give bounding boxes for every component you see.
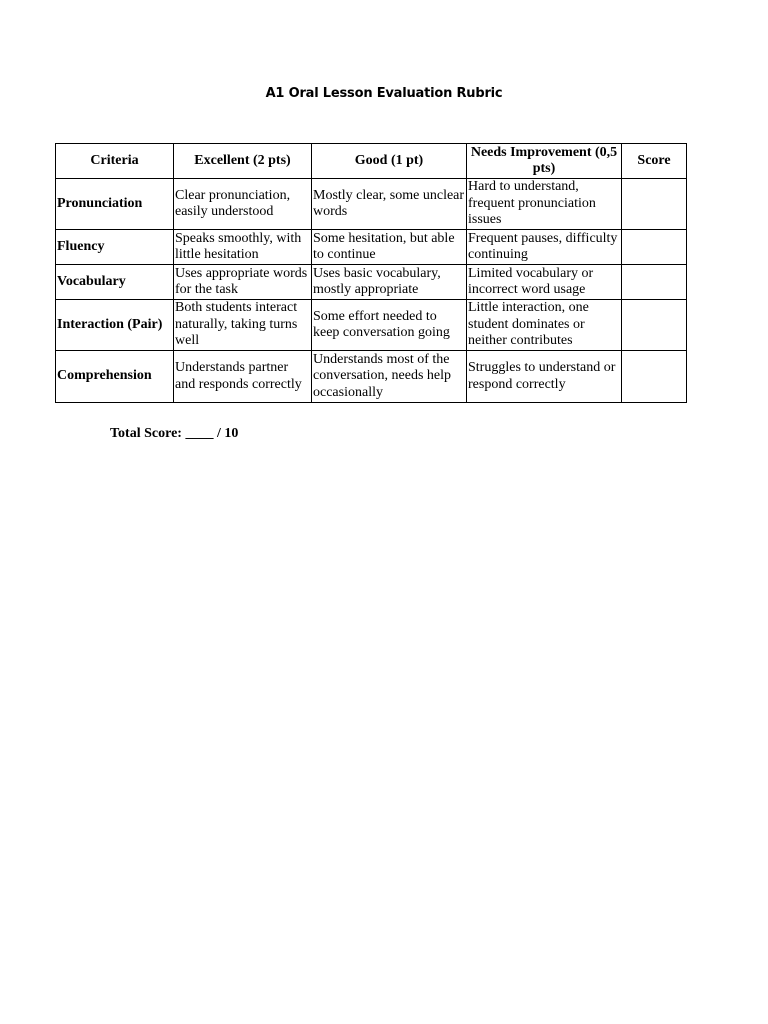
- good-cell: Uses basic vocabulary, mostly appropriate: [312, 265, 467, 300]
- excellent-cell: Uses appropriate words for the task: [174, 265, 312, 300]
- table-row: [56, 230, 687, 265]
- score-cell: [622, 265, 687, 300]
- page-title: A1 Oral Lesson Evaluation Rubric: [265, 86, 503, 101]
- rubric-header-row: [56, 144, 687, 179]
- needs-improvement-cell: Limited vocabulary or incorrect word usage: [467, 265, 622, 300]
- header-good: Good (1 pt): [312, 144, 467, 179]
- good-cell: Mostly clear, some unclear words: [312, 179, 467, 230]
- excellent-cell: Clear pronunciation, easily understood: [174, 179, 312, 230]
- needs-improvement-cell: Little interaction, one student dominates or neither contributes: [467, 300, 622, 351]
- good-cell: Some hesitation, but able to continue: [312, 230, 467, 265]
- needs-improvement-cell: Struggles to understand or respond correctly: [467, 351, 622, 403]
- header-score: Score: [622, 144, 687, 179]
- score-cell: [622, 230, 687, 265]
- table-row: [56, 265, 687, 300]
- header-needs-improvement: Needs Improvement (0,5 pts): [467, 144, 622, 179]
- header-criteria: Criteria: [56, 144, 174, 179]
- rubric-table: [55, 143, 687, 403]
- criteria-cell: Pronunciation: [56, 179, 174, 230]
- excellent-cell: Speaks smoothly, with little hesitation: [174, 230, 312, 265]
- total-score-line: Total Score: ____ / 10: [110, 426, 239, 441]
- score-cell: [622, 300, 687, 351]
- excellent-cell: Understands partner and responds correctly: [174, 351, 312, 403]
- header-excellent: Excellent (2 pts): [174, 144, 312, 179]
- score-cell: [622, 179, 687, 230]
- table-row: [56, 179, 687, 230]
- good-cell: Understands most of the conversation, needs help occasionally: [312, 351, 467, 403]
- needs-improvement-cell: Frequent pauses, difficulty continuing: [467, 230, 622, 265]
- criteria-cell: Fluency: [56, 230, 174, 265]
- criteria-cell: Vocabulary: [56, 265, 174, 300]
- table-row: [56, 351, 687, 403]
- excellent-cell: Both students interact naturally, taking turns well: [174, 300, 312, 351]
- criteria-cell: Comprehension: [56, 351, 174, 403]
- needs-improvement-cell: Hard to understand, frequent pronunciation issues: [467, 179, 622, 230]
- score-cell: [622, 351, 687, 403]
- good-cell: Some effort needed to keep conversation going: [312, 300, 467, 351]
- criteria-cell: Interaction (Pair): [56, 300, 174, 351]
- table-row: [56, 300, 687, 351]
